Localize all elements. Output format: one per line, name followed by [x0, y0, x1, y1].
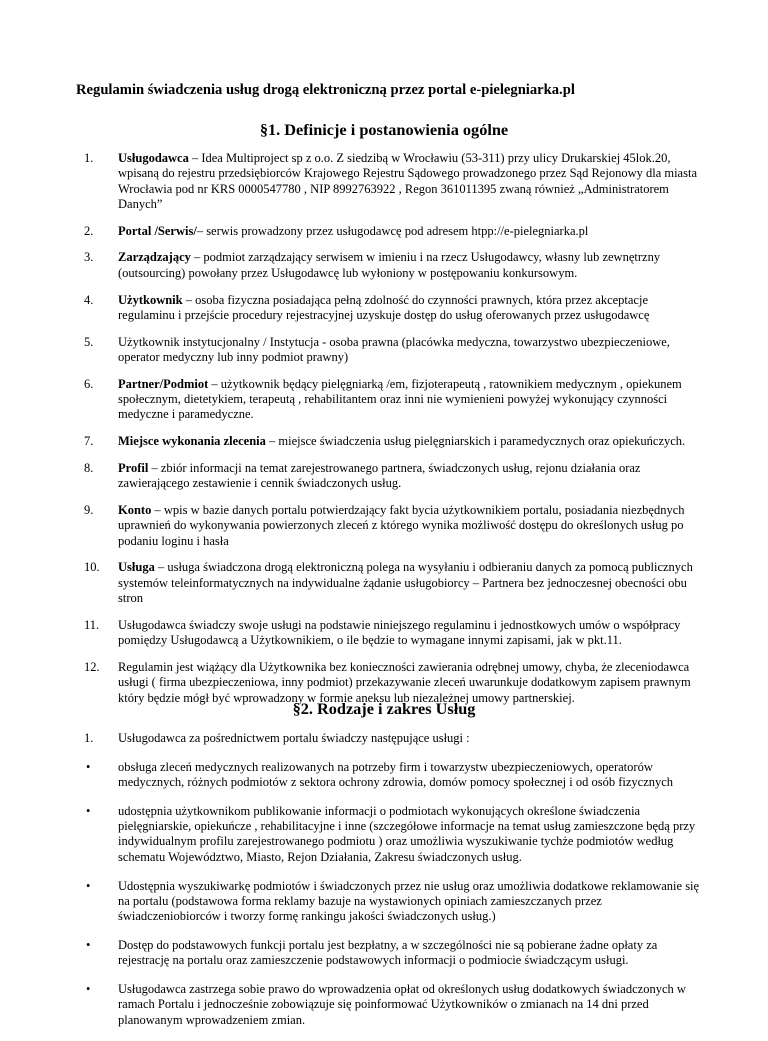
section-1-title: §1. Definicje i postanowienia ogólne — [259, 120, 509, 139]
list-item — [84, 335, 704, 366]
document-title: Regulamin świadczenia usług drogą elektroniczną przez portal e-pielegniarka.pl — [76, 82, 575, 98]
item-text: Użytkownik instytucjonalny / Instytucja - osoba prawna (placówka medyczna, towarzystwo ubezpieczeniowe, operator medyczny lub inny podmiot prawny) — [118, 334, 670, 364]
item-term: Portal /Serwis/ — [118, 223, 197, 238]
item-text: Regulamin jest wiążący dla Użytkownika bez konieczności zawierania odrębnej umowy, chyba, że zleceniodawca usługi ( firma ubezpieczeniowa, inny podmiot) przekazywanie zleceń uwarunkuje dodatkowym zapisem prawnym który będzie mógł być wprowadzony w formie aneksu lub niezależnej umowy partnerskiej. — [118, 659, 691, 705]
item-text: – wpis w bazie danych portalu potwierdzający fakt bycia użytkownikiem portalu, posiadania niezbędnych uprawnień do wykonywania powierzonych zleceń z którego wynika możliwość dostępu do określonych usług po podaniu loginu i hasła — [118, 503, 685, 548]
list-item — [84, 618, 704, 649]
item-text: – usługa świadczona drogą elektroniczną polega na wysyłaniu i odbieraniu danych za pomocą publicznych systemów teleinformatycznych na indywidualne żądanie usługobiorcy – Partnera bez jednoczesnej obecności obu stron — [118, 560, 693, 606]
item-text: Dostęp do podstawowych funkcji portalu jest bezpłatny, a w szczególności nie są pobierane żadne opłaty za rejestrację na portalu oraz zamieszczenie podstawowych informacji o podmiocie świadczącym usługi. — [118, 937, 658, 968]
item-number: 9. — [84, 503, 94, 518]
item-number: 1. — [84, 151, 94, 165]
item-text: – podmiot zarządzający serwisem w imieniu i na rzecz Usługodawcy, własny lub zewnętrzny (outsourcing) powołany przez Usługodawcę lub wyłoniony w postępowaniu konkursowym. — [118, 250, 661, 280]
item-text: Usługodawca świadczy swoje usługi na podstawie niniejszego regulaminu i jednostkowych umów o współpracy pomiędzy Usługodawcą a Użytkownikiem, o ile będzie to wymagane innymi zapisami, jak w pkt.11. — [118, 617, 681, 648]
item-text: – Idea Multiproject sp z o.o. Z siedzibą w Wrocławiu (53-311) przy ulicy Drukarskiej 45lok.20, wpisaną do rejestru przedsiębiorców Krajowego Rejestru Sądowego prowadzonego przez Sąd Rejonowy dla miasta Wrocławia pod nr KRS 0000547780 , NIP 8992763922 , Regon 361011395 zwaną również „Administratorem Danych” — [118, 151, 697, 211]
bullet-marker: • — [86, 803, 91, 818]
item-number: 10. — [84, 560, 100, 575]
item-number: 12. — [84, 659, 100, 674]
item-text: Usługodawca zastrzega sobie prawo do wprowadzenia opłat od określonych usług dodatkowych świadczonych w ramach Portalu i jednocześnie zobowiązuje się poinformować Użytkowników o zmianach na 14 dni przed planowanym wprowadzeniem zmian. — [118, 982, 686, 1027]
item-number: 11. — [84, 617, 100, 632]
section-2-list — [84, 731, 704, 1041]
list-item — [84, 879, 704, 925]
list-item — [84, 461, 704, 492]
item-number: 1. — [84, 731, 94, 745]
item-number: 5. — [84, 334, 94, 349]
list-item — [84, 731, 704, 746]
item-term: Zarządzający — [118, 250, 191, 265]
list-item — [84, 938, 704, 969]
bullet-marker: • — [86, 982, 91, 997]
list-item — [84, 151, 704, 212]
item-term: Usługa — [118, 560, 155, 575]
item-term: Użytkownik — [118, 292, 183, 307]
list-item — [84, 224, 704, 239]
item-text: – osoba fizyczna posiadająca pełną zdolność do czynności prawnych, która przez akceptacje regulaminu i przejście procedury rejestracyjnej uzyskuje dostęp do usług oferowanych przez usługodawcę — [118, 292, 650, 322]
section-2-title: §2. Rodzaje i zakres Usług — [292, 699, 476, 718]
item-number: 2. — [84, 223, 94, 238]
item-number: 6. — [84, 376, 94, 391]
list-item — [84, 760, 704, 791]
list-item — [84, 293, 704, 324]
item-text: – miejsce świadczenia usług pielęgniarskich i paramedycznych oraz opiekuńczych. — [265, 434, 686, 449]
item-text: – serwis prowadzony przez usługodawcę pod adresem htpp://e-pielegniarka.pl — [196, 223, 589, 238]
item-text: Udostępnia wyszukiwarkę podmiotów i świadczonych przez nie usług oraz umożliwia dodatkowe reklamowanie się na portalu (podstawowa forma reklamy bazuje na wystawionych opiniach zamieszczanych przez świadczeniobiorców i tworzy formę rankingu jakości świadczonych usług.) — [118, 878, 700, 924]
list-item — [84, 377, 704, 423]
list-item — [84, 250, 704, 281]
list-item — [84, 503, 704, 549]
list-item — [84, 560, 704, 606]
item-text: – użytkownik będący pielęgniarką /em, fizjoterapeutą , ratownikiem medycznym , opiekunem społecznym, dietetykiem, terapeutą , rehabilitantem oraz inni nie wymienieni powyżej wykonujący czynności medyczne i paramedyczne. — [118, 376, 682, 422]
item-term: Usługodawca — [118, 151, 189, 165]
item-term: Miejsce wykonania zlecenia — [118, 434, 266, 449]
item-number: 4. — [84, 292, 94, 307]
list-item — [84, 982, 704, 1028]
item-text: obsługa zleceń medycznych realizowanych na potrzeby firm i towarzystw ubezpieczeniowych, operatorów medycznych, różnych podmiotów z sektora ochrony zdrowia, domów pomocy społecznej i od osób fizycznych — [118, 759, 674, 790]
item-text: Usługodawca za pośrednictwem portalu świadczy następujące usługi : — [118, 731, 470, 745]
item-term: Partner/Podmiot — [118, 376, 209, 391]
item-number: 3. — [84, 250, 94, 265]
item-term: Profil — [118, 460, 149, 475]
list-item — [84, 804, 704, 865]
item-text: – zbiór informacji na temat zarejestrowanego partnera, świadczonych usług, rejonu działania oraz zawierającego zestawienie i cennik świadczonych usług. — [118, 460, 641, 491]
list-item — [84, 434, 704, 449]
bullet-marker: • — [86, 759, 91, 774]
item-term: Konto — [118, 503, 152, 518]
item-number: 7. — [84, 434, 94, 449]
bullet-marker: • — [86, 937, 91, 952]
item-text: udostępnia użytkownikom publikowanie informacji o podmiotach wykonujących określone świadczenia pielęgniarskie, opiekuńcze , rehabilitacyjne i inne (szczegółowe informacje na temat usług zamieszczone będą przy indywidualnym profilu zarejestrowanego podmiotu ) oraz umożliwia wyszukiwanie tychże podmiotów według schematu Województwo, Miasto, Rejon Działania, Zakresu świadczonych usług. — [118, 803, 696, 864]
section-1-list — [84, 151, 704, 717]
item-number: 8. — [84, 460, 94, 475]
bullet-marker: • — [86, 878, 91, 893]
